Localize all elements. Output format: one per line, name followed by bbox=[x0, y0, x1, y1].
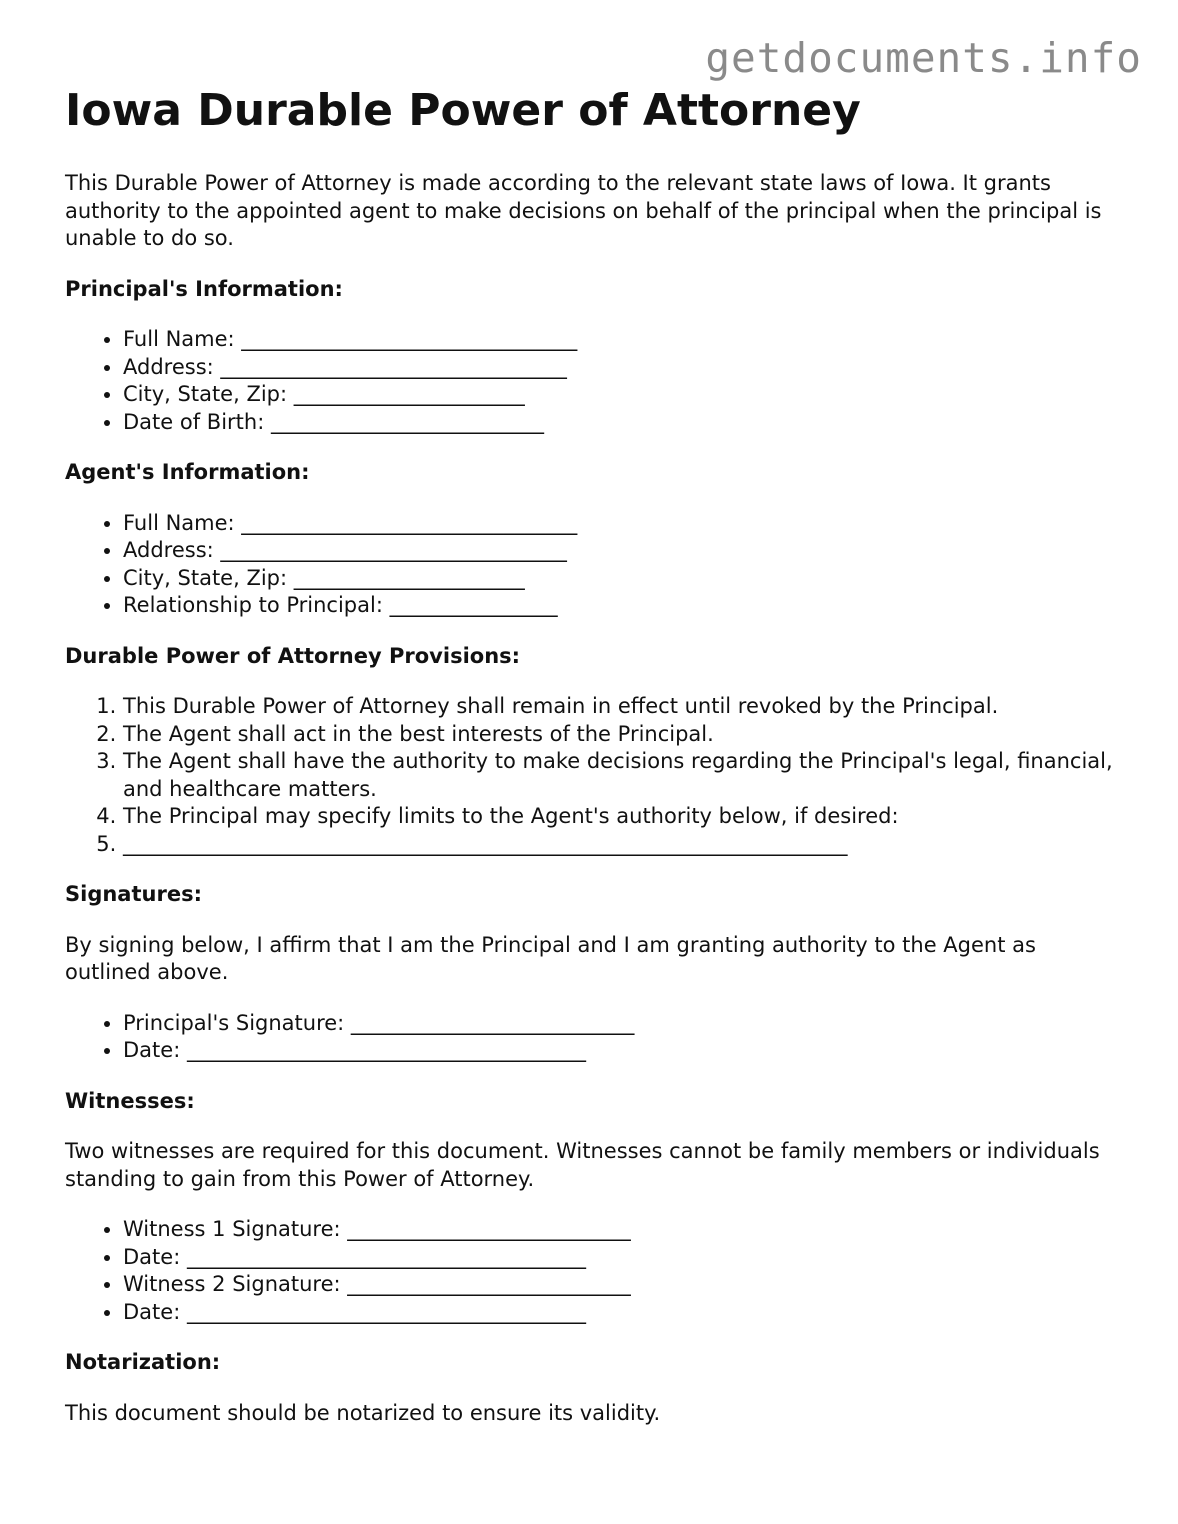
witnesses-heading: Witnesses: bbox=[65, 1088, 195, 1113]
witness-1-date-field: • Date: ______________________________________ bbox=[123, 1244, 1125, 1272]
witness-1-signature-field: • Witness 1 Signature: ___________________________ bbox=[123, 1216, 1125, 1244]
provision-item: 2. The Agent shall act in the best interests of the Principal. bbox=[123, 721, 1125, 749]
notarization-paragraph: This document should be notarized to ensure its validity. bbox=[65, 1400, 661, 1425]
principal-address-field: • Address: _________________________________ bbox=[123, 354, 1125, 382]
witnesses-paragraph: Two witnesses are required for this document. Witnesses cannot be family members or individuals standing to gain from this Power of Attorney. bbox=[65, 1139, 1100, 1191]
agent-address-field: • Address: _________________________________ bbox=[123, 537, 1125, 565]
principal-full-name-field: • Full Name: ________________________________ bbox=[123, 326, 1125, 354]
provisions-list bbox=[65, 693, 1125, 858]
principal-fields-list bbox=[65, 326, 1125, 436]
agent-full-name-field: • Full Name: ________________________________ bbox=[123, 510, 1125, 538]
signatures-paragraph: By signing below, I affirm that I am the Principal and I am granting authority to the Agent as outlined above. bbox=[65, 932, 1036, 984]
provision-item: 3. The Agent shall have the authority to make decisions regarding the Principal's legal, financial, and healthcare matters. bbox=[123, 748, 1125, 803]
witness-2-date-field: • Date: ______________________________________ bbox=[123, 1299, 1125, 1327]
principal-signature-field: • Principal's Signature: ___________________________ bbox=[123, 1010, 1125, 1038]
signatures-fields-list bbox=[65, 1010, 1125, 1065]
agent-city-state-zip-field: • City, State, Zip: ______________________ bbox=[123, 565, 1125, 593]
provisions-heading: Durable Power of Attorney Provisions: bbox=[65, 643, 521, 668]
principal-city-state-zip-field: • City, State, Zip: ______________________ bbox=[123, 381, 1125, 409]
witnesses-fields-list bbox=[65, 1216, 1125, 1326]
provision-limits-blank: 5. _____________________________________________________________________ bbox=[123, 831, 1125, 859]
notarization-heading: Notarization: bbox=[65, 1350, 221, 1374]
principal-date-of-birth-field: • Date of Birth: __________________________ bbox=[123, 409, 1125, 437]
intro-paragraph: This Durable Power of Attorney is made according to the relevant state laws of Iowa. It grants authority to the appointed agent to make decisions on behalf of the principal when the principal is unable to do so. bbox=[65, 171, 1102, 250]
provision-item: 4. The Principal may specify limits to the Agent's authority below, if desired: bbox=[123, 803, 1125, 831]
document-title: Iowa Durable Power of Attorney bbox=[65, 85, 861, 136]
principal-heading: Principal's Information: bbox=[65, 276, 343, 301]
principal-signature-date-field: • Date: ______________________________________ bbox=[123, 1037, 1125, 1065]
agent-heading: Agent's Information: bbox=[65, 460, 310, 484]
witness-2-signature-field: • Witness 2 Signature: ___________________________ bbox=[123, 1271, 1125, 1299]
provision-item: 1. This Durable Power of Attorney shall remain in effect until revoked by the Principal. bbox=[123, 693, 1125, 721]
agent-fields-list bbox=[65, 510, 1125, 620]
signatures-heading: Signatures: bbox=[65, 882, 202, 906]
document-page bbox=[65, 82, 1125, 1427]
agent-relationship-field: • Relationship to Principal: ________________ bbox=[123, 592, 1125, 620]
watermark: getdocuments.info bbox=[705, 34, 1142, 82]
